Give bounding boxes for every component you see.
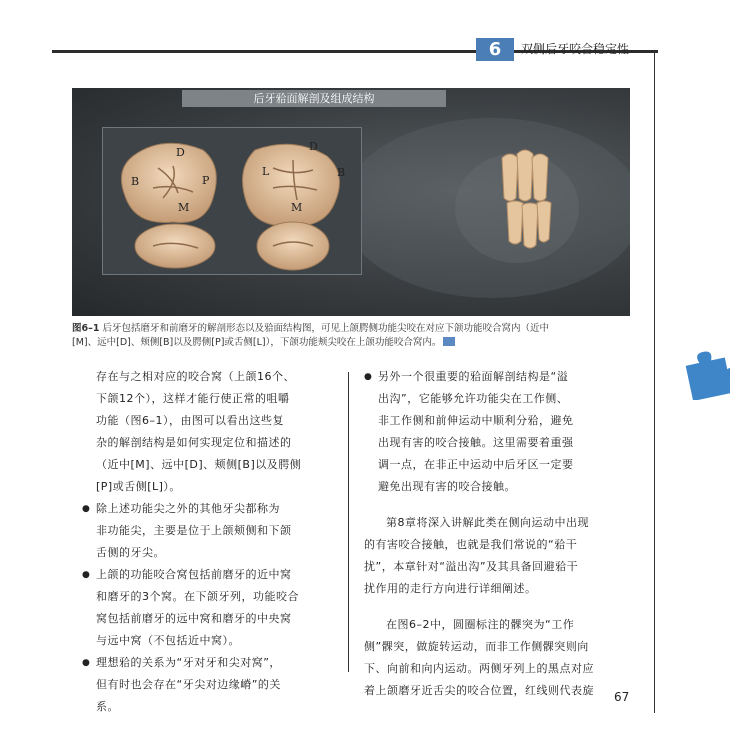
bullet-item — [364, 366, 644, 498]
occlusal-inset — [102, 127, 362, 275]
margin-rule — [654, 53, 655, 713]
text-line: 避免出现有害的咬合接触。 — [378, 480, 516, 493]
figure-banner: 后牙𬌗面解剖及组成结构 — [182, 90, 446, 107]
text-line: （近中[M]、远中[D]、颊侧[B]以及腭侧 — [96, 458, 302, 471]
tooth-label-p: P — [202, 174, 210, 187]
bullet-item — [82, 498, 352, 564]
text-line: 扰作用的走行方向进行详细阐述。 — [364, 582, 537, 595]
text-line: 在图6–2中，圆圈标注的髁突为“工作 — [386, 618, 575, 631]
text-line: 侧”髁突，做旋转运动，而非工作侧髁突则向 — [364, 640, 589, 653]
text-line: 非功能尖，主要是位于上颌颊侧和下颌 — [96, 524, 292, 537]
text-line: 调一点，在非正中运动中后牙区一定要 — [378, 458, 574, 471]
right-column — [364, 366, 644, 702]
text-line: 除上述功能尖之外的其他牙尖都称为 — [96, 502, 280, 515]
page-number: 67 — [614, 690, 630, 704]
text-line: 出现有害的咬合接触。这里需要着重强 — [378, 436, 574, 449]
text-line: 下颌12个），这样才能行使正常的咀嚼 — [96, 392, 290, 405]
right-para-2 — [364, 614, 644, 702]
tooth-label-b: B — [337, 166, 346, 179]
text-line: 上颌的功能咬合窝包括前磨牙的近中窝 — [96, 568, 292, 581]
tooth-label-m: M — [291, 201, 303, 214]
text-line: 理想𬌗的关系为“牙对牙和尖对窝”， — [96, 656, 281, 669]
tooth-label-m: M — [178, 201, 190, 214]
text-line: 下、向前和向内运动。两侧牙列上的黑点对应 — [364, 662, 594, 675]
text-line: 杂的解剖结构是如何实现定位和描述的 — [96, 436, 292, 449]
caption-line-2: [M]、远中[D]、颊侧[B]以及腭侧[P]或舌侧[L]），下颌功能颊尖咬在上颌功能咬合窝内。 — [72, 337, 442, 348]
text-line: 舌侧的牙尖。 — [96, 546, 165, 559]
column-divider — [348, 372, 349, 672]
caption-label: 图6–1 — [72, 323, 100, 334]
text-line: 存在与之相对应的咬合窝（上颌16个、 — [96, 370, 295, 383]
left-column — [96, 366, 346, 498]
figure-caption — [72, 322, 632, 350]
text-line: 第8章将深入讲解此类在侧向运动中出现 — [386, 516, 589, 529]
text-line: 着上颌磨牙近舌尖的咬合位置，红线则代表旋 — [364, 684, 594, 697]
tooth-label-b: B — [131, 175, 140, 188]
chapter-number-badge: 6 — [476, 38, 514, 61]
text-line: [P]或舌侧[L]）。 — [96, 480, 181, 493]
text-line: 扰”，本章针对“溢出沟”及其具备回避𬌗干 — [364, 560, 579, 573]
left-para-1 — [96, 366, 346, 498]
text-line: 和磨牙的3个窝。在下颌牙列，功能咬合 — [96, 590, 299, 603]
occlusal-teeth-drawing — [103, 128, 363, 276]
text-line: 非工作侧和前伸运动中顺利分𬌗，避免 — [378, 414, 574, 427]
caption-line-1: 后牙包括磨牙和前磨牙的解剖形态以及𬌗面结构图，可见上颌腭侧功能尖咬在对应下颌功能咬合窝内（近中 — [102, 323, 550, 334]
text-line: 与远中窝（不包括近中窝）。 — [96, 634, 240, 647]
bullet-item — [82, 564, 352, 652]
text-line: 功能（图6–1），由图可以看出这些复 — [96, 414, 284, 427]
text-line: 出沟”，它能够允许功能尖在工作侧、 — [378, 392, 569, 405]
caption-end-marker — [443, 337, 455, 346]
tooth-label-d: D — [309, 140, 318, 153]
chapter-title: 双侧后牙咬合稳定性 — [521, 42, 630, 56]
text-line: 另外一个很重要的𬌗面解剖结构是“溢 — [378, 370, 569, 383]
puzzle-piece-icon — [680, 350, 730, 400]
bullet-item — [82, 652, 352, 718]
text-line: 但有时也会存在“牙尖对边缘嵴”的关 — [96, 678, 281, 691]
tooth-label-d: D — [176, 146, 185, 159]
right-para-1 — [364, 512, 644, 600]
tooth-label-l: L — [262, 165, 270, 178]
text-line: 的有害咬合接触，也就是我们常说的“𬌗干 — [364, 538, 578, 551]
text-line: 窝包括前磨牙的远中窝和磨牙的中央窝 — [96, 612, 292, 625]
text-line: 系。 — [96, 700, 119, 713]
left-bullets — [82, 498, 352, 718]
